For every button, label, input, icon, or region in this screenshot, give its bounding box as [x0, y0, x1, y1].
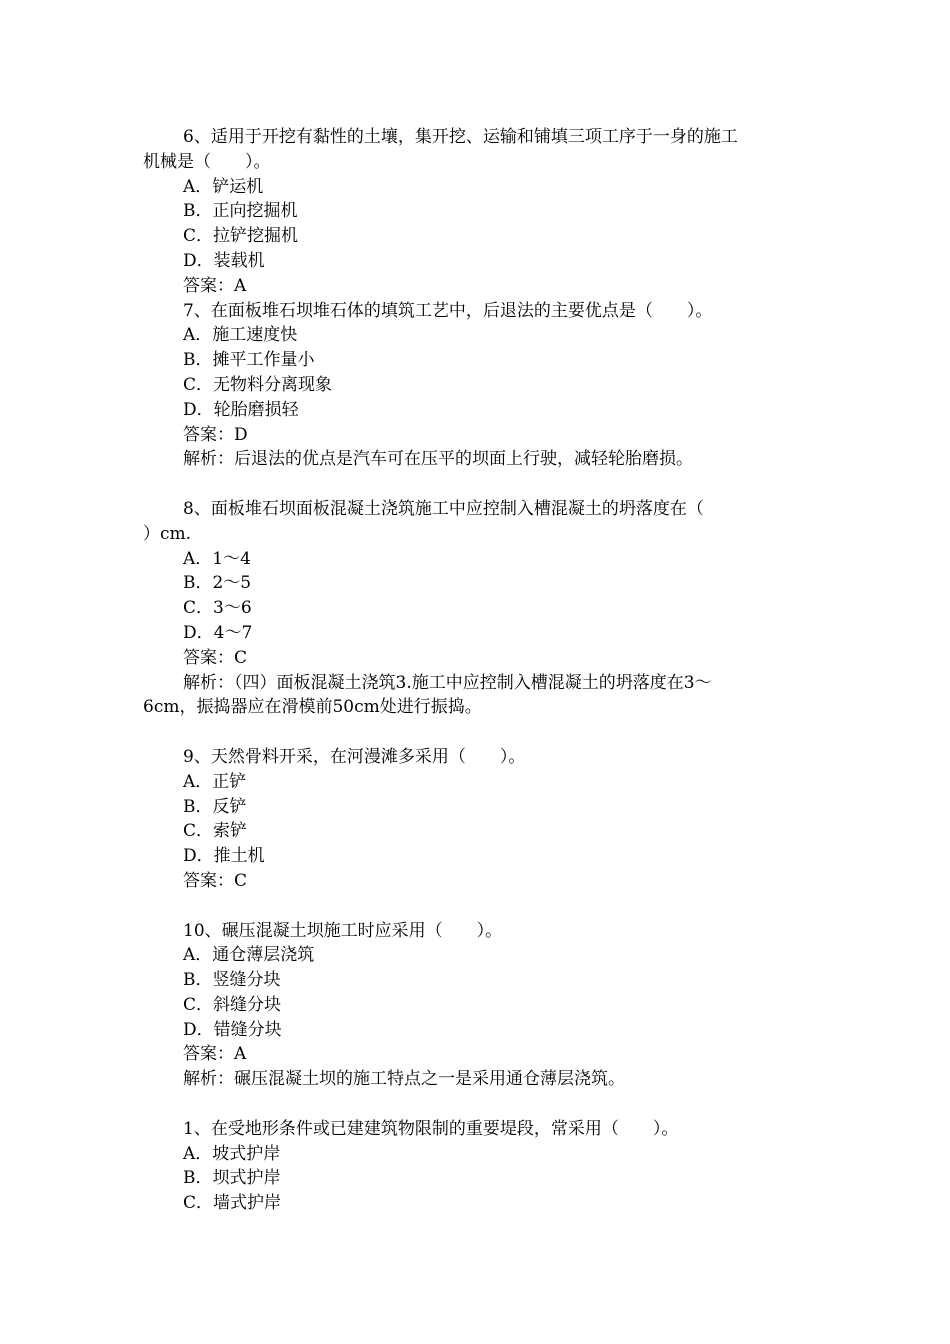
- question-8: [143, 497, 813, 720]
- question-stem-line: 8、面板堆石坝面板混凝土浇筑施工中应控制入槽混凝土的坍落度在（: [183, 498, 704, 519]
- answer-line: 答案：D: [183, 424, 248, 445]
- option-c: C．墙式护岸: [183, 1193, 282, 1214]
- option-d: D．装载机: [183, 250, 265, 271]
- answer-line: 答案：A: [183, 1044, 247, 1065]
- option-b: B．正向挖掘机: [183, 201, 298, 222]
- blank-line: [143, 1092, 813, 1117]
- option-c: C．无物料分离现象: [183, 374, 333, 395]
- option-b: B．竖缝分块: [183, 970, 281, 991]
- analysis-line: 解析：后退法的优点是汽车可在压平的坝面上行驶，减轻轮胎磨损。: [183, 449, 693, 470]
- question-stem-line: ）cm.: [143, 523, 192, 544]
- blank-line: [143, 894, 813, 919]
- option-a: A．正铲: [183, 771, 247, 792]
- option-a: A．施工速度快: [183, 325, 298, 346]
- blank-line: [143, 472, 813, 497]
- option-c: C．3～6: [183, 598, 252, 619]
- option-d: D．轮胎磨损轻: [183, 399, 299, 420]
- option-a: A．1～4: [183, 548, 251, 569]
- option-b: B．坝式护岸: [183, 1168, 281, 1189]
- option-b: B．2～5: [183, 573, 252, 594]
- question-9: [143, 745, 813, 894]
- question-stem-line: 9、天然骨料开采，在河漫滩多采用（ ）。: [183, 746, 526, 767]
- analysis-line: 解析：碾压混凝土坝的施工特点之一是采用通仓薄层浇筑。: [183, 1069, 625, 1090]
- question-stem-line: 10、碾压混凝土坝施工时应采用（ ）。: [183, 920, 503, 941]
- option-a: A．坡式护岸: [183, 1143, 281, 1164]
- question-6: [143, 125, 813, 299]
- question-stem-line: 1、在受地形条件或已建建筑物限制的重要堤段，常采用（ ）。: [183, 1118, 679, 1139]
- question-10: [143, 919, 813, 1093]
- analysis-line: 6cm，振捣器应在滑模前50cm处进行振捣。: [143, 697, 482, 718]
- option-d: D．推土机: [183, 846, 265, 867]
- analysis-line: 解析：（四）面板混凝土浇筑3.施工中应控制入槽混凝土的坍落度在3～: [183, 672, 712, 693]
- option-d: D．4～7: [183, 622, 253, 643]
- option-b: B．摊平工作量小: [183, 350, 315, 371]
- question-stem-line: 7、在面板堆石坝堆石体的填筑工艺中，后退法的主要优点是（ ）。: [183, 300, 713, 321]
- answer-line: 答案：C: [183, 870, 248, 891]
- answer-line: 答案：C: [183, 647, 248, 668]
- question-stem-line: 6、适用于开挖有黏性的土壤，集开挖、运输和铺填三项工序于一身的施工: [183, 127, 738, 147]
- blank-line: [143, 720, 813, 745]
- option-a: A．铲运机: [183, 176, 264, 197]
- question-stem-line: 机械是（ ）。: [143, 151, 271, 172]
- option-a: A．通仓薄层浇筑: [183, 945, 315, 966]
- option-c: C．斜缝分块: [183, 994, 282, 1015]
- option-c: C．拉铲挖掘机: [183, 226, 299, 247]
- option-d: D．错缝分块: [183, 1019, 282, 1040]
- option-c: C．索铲: [183, 821, 248, 842]
- answer-line: 答案：A: [183, 275, 247, 296]
- question-1: [143, 1117, 813, 1216]
- option-b: B．反铲: [183, 796, 247, 817]
- question-list: [143, 125, 813, 1216]
- question-7: [143, 299, 813, 473]
